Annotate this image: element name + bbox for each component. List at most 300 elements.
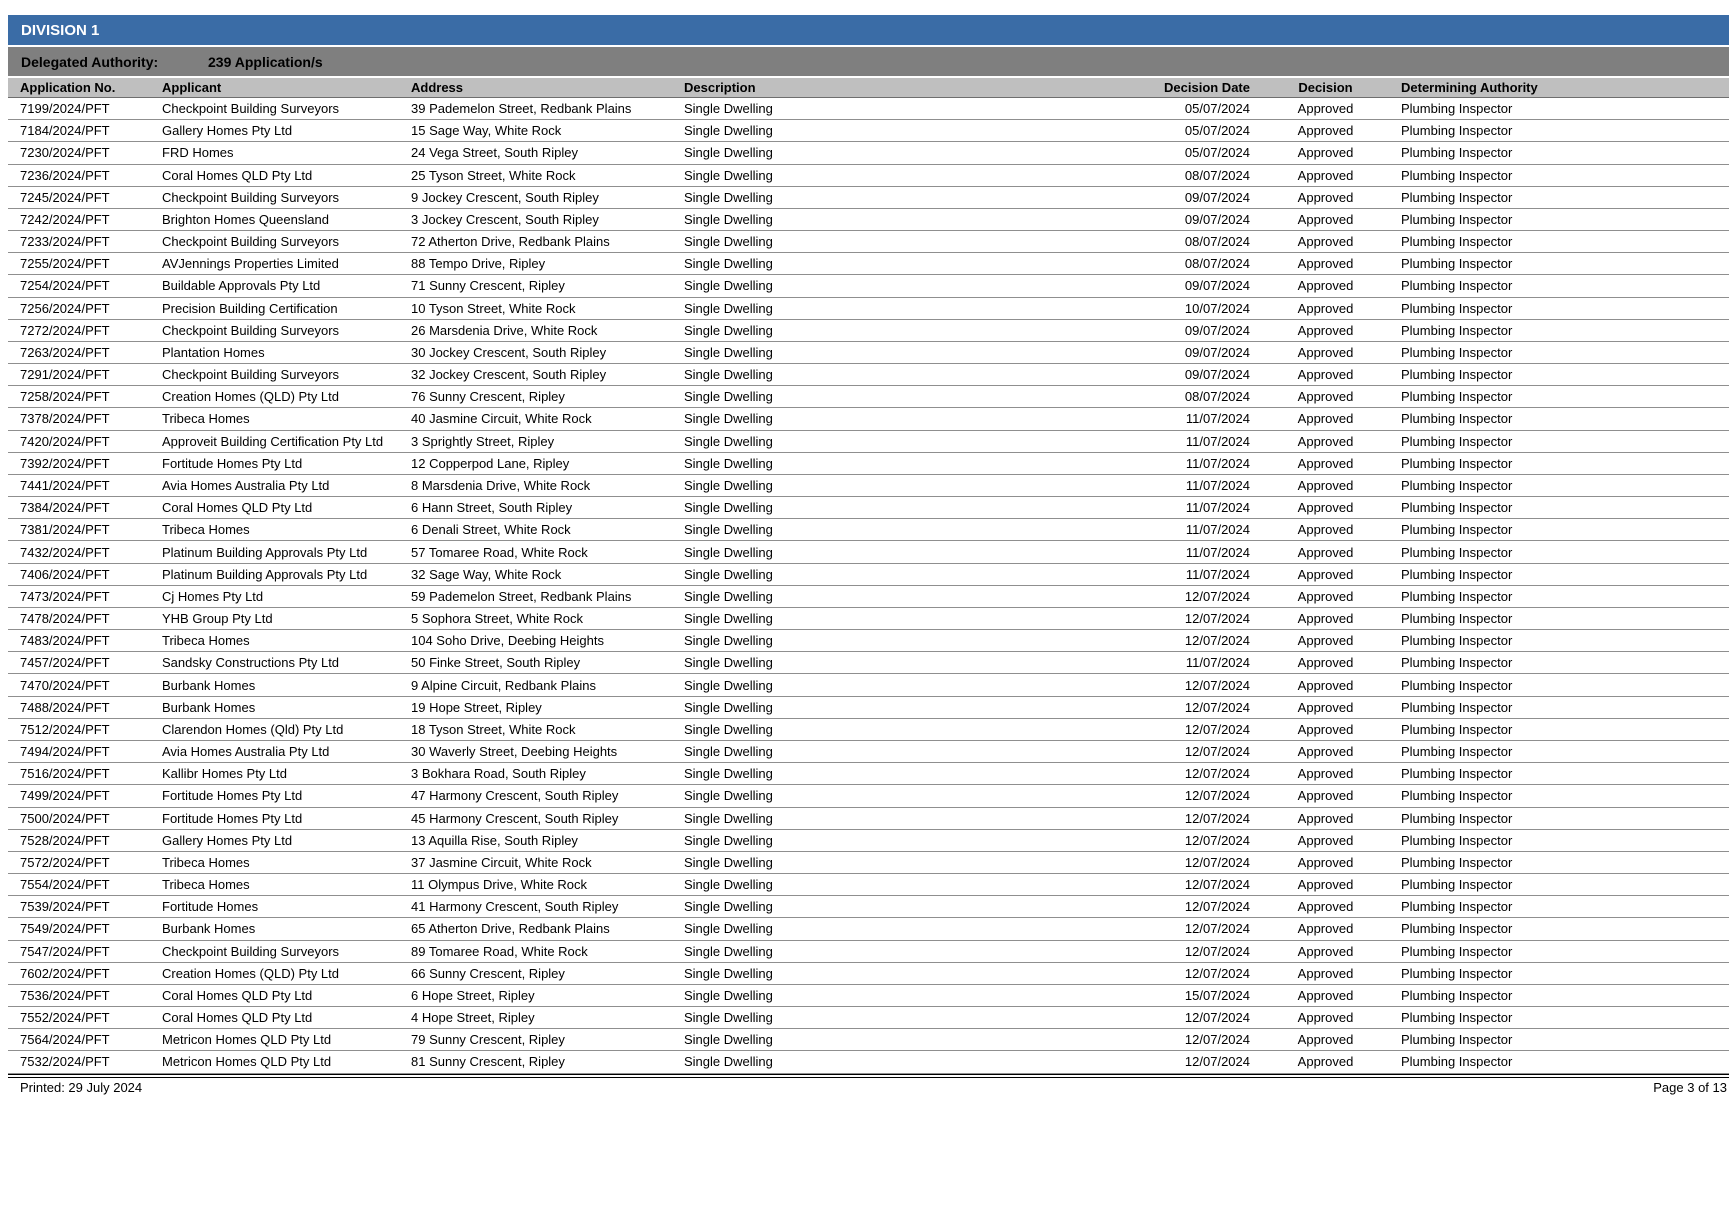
cell-description: Single Dwelling xyxy=(684,588,773,604)
cell-description: Single Dwelling xyxy=(684,721,773,737)
cell-decision: Approved xyxy=(1297,655,1354,671)
cell-description: Single Dwelling xyxy=(684,455,773,471)
table-row xyxy=(8,408,1729,430)
cell-address: 5 Sophora Street, White Rock xyxy=(411,611,583,627)
cell-description: Single Dwelling xyxy=(684,234,773,250)
cell-decision: Approved xyxy=(1297,965,1354,981)
cell-decision-date: 10/07/2024 xyxy=(1184,300,1250,316)
cell-determining-authority: Plumbing Inspector xyxy=(1401,588,1513,604)
cell-decision: Approved xyxy=(1297,145,1354,161)
cell-applicant: Metricon Homes QLD Pty Ltd xyxy=(162,1054,332,1070)
cell-decision-date: 11/07/2024 xyxy=(1185,455,1250,471)
table-row xyxy=(8,941,1729,963)
cell-decision-date: 12/07/2024 xyxy=(1184,699,1250,715)
cell-determining-authority: Plumbing Inspector xyxy=(1401,256,1513,272)
cell-application-no: 7199/2024/PFT xyxy=(20,101,110,117)
cell-description: Single Dwelling xyxy=(684,832,773,848)
cell-address: 3 Jockey Crescent, South Ripley xyxy=(411,211,599,227)
cell-decision-date: 09/07/2024 xyxy=(1184,211,1250,227)
table-row xyxy=(8,874,1729,896)
cell-address: 71 Sunny Crescent, Ripley xyxy=(411,278,565,294)
cell-decision-date: 11/07/2024 xyxy=(1185,655,1250,671)
cell-application-no: 7494/2024/PFT xyxy=(20,744,110,760)
cell-determining-authority: Plumbing Inspector xyxy=(1401,655,1513,671)
cell-decision-date: 08/07/2024 xyxy=(1184,167,1250,183)
cell-applicant: Coral Homes QLD Pty Ltd xyxy=(162,1010,313,1026)
cell-decision: Approved xyxy=(1297,899,1354,915)
cell-address: 37 Jasmine Circuit, White Rock xyxy=(411,854,592,870)
cell-determining-authority: Plumbing Inspector xyxy=(1401,522,1513,538)
cell-address: 4 Hope Street, Ripley xyxy=(411,1010,535,1026)
table-row xyxy=(8,320,1729,342)
table-row xyxy=(8,1029,1729,1051)
table-row xyxy=(8,785,1729,807)
cell-decision-date: 12/07/2024 xyxy=(1184,921,1250,937)
table-row xyxy=(8,741,1729,763)
cell-address: 41 Harmony Crescent, South Ripley xyxy=(411,899,619,915)
cell-description: Single Dwelling xyxy=(684,899,773,915)
cell-applicant: Creation Homes (QLD) Pty Ltd xyxy=(162,389,340,405)
cell-address: 88 Tempo Drive, Ripley xyxy=(411,256,546,272)
cell-description: Single Dwelling xyxy=(684,123,773,139)
cell-decision-date: 05/07/2024 xyxy=(1184,101,1250,117)
cell-decision: Approved xyxy=(1297,566,1354,582)
cell-decision: Approved xyxy=(1297,189,1354,205)
cell-address: 45 Harmony Crescent, South Ripley xyxy=(411,810,619,826)
cell-application-no: 7478/2024/PFT xyxy=(20,611,110,627)
cell-determining-authority: Plumbing Inspector xyxy=(1401,322,1513,338)
cell-description: Single Dwelling xyxy=(684,987,773,1003)
cell-applicant: Gallery Homes Pty Ltd xyxy=(162,123,293,139)
cell-decision: Approved xyxy=(1297,766,1354,782)
cell-decision-date: 12/07/2024 xyxy=(1184,810,1250,826)
cell-applicant: Burbank Homes xyxy=(162,921,256,937)
cell-decision: Approved xyxy=(1297,921,1354,937)
cell-application-no: 7473/2024/PFT xyxy=(20,588,110,604)
cell-application-no: 7572/2024/PFT xyxy=(20,854,110,870)
cell-application-no: 7539/2024/PFT xyxy=(20,899,110,915)
application-count: 239 Application/s xyxy=(208,53,323,70)
cell-application-no: 7236/2024/PFT xyxy=(20,167,110,183)
table-row xyxy=(8,918,1729,940)
cell-application-no: 7420/2024/PFT xyxy=(20,433,110,449)
cell-description: Single Dwelling xyxy=(684,566,773,582)
cell-address: 12 Copperpod Lane, Ripley xyxy=(411,455,570,471)
cell-description: Single Dwelling xyxy=(684,1054,773,1070)
cell-application-no: 7291/2024/PFT xyxy=(20,367,110,383)
cell-determining-authority: Plumbing Inspector xyxy=(1401,921,1513,937)
cell-decision: Approved xyxy=(1297,677,1354,693)
cell-application-no: 7483/2024/PFT xyxy=(20,633,110,649)
cell-application-no: 7602/2024/PFT xyxy=(20,965,110,981)
cell-application-no: 7470/2024/PFT xyxy=(20,677,110,693)
cell-address: 65 Atherton Drive, Redbank Plains xyxy=(411,921,610,937)
cell-description: Single Dwelling xyxy=(684,278,773,294)
cell-address: 26 Marsdenia Drive, White Rock xyxy=(411,322,598,338)
cell-address: 13 Aquilla Rise, South Ripley xyxy=(411,832,578,848)
cell-decision: Approved xyxy=(1297,611,1354,627)
cell-address: 18 Tyson Street, White Rock xyxy=(411,721,576,737)
cell-applicant: Checkpoint Building Surveyors xyxy=(162,189,340,205)
cell-applicant: Coral Homes QLD Pty Ltd xyxy=(162,500,313,516)
cell-address: 57 Tomaree Road, White Rock xyxy=(411,544,588,560)
column-header-determining-authority: Determining Authority xyxy=(1401,80,1538,95)
cell-application-no: 7512/2024/PFT xyxy=(20,721,110,737)
table-row xyxy=(8,719,1729,741)
cell-decision: Approved xyxy=(1297,744,1354,760)
cell-decision-date: 09/07/2024 xyxy=(1184,367,1250,383)
cell-decision: Approved xyxy=(1297,1032,1354,1048)
cell-applicant: Tribeca Homes xyxy=(162,854,250,870)
cell-determining-authority: Plumbing Inspector xyxy=(1401,810,1513,826)
cell-application-no: 7500/2024/PFT xyxy=(20,810,110,826)
cell-determining-authority: Plumbing Inspector xyxy=(1401,478,1513,493)
cell-decision: Approved xyxy=(1297,1054,1354,1070)
cell-decision-date: 12/07/2024 xyxy=(1184,633,1250,649)
cell-determining-authority: Plumbing Inspector xyxy=(1401,1032,1513,1048)
cell-decision-date: 12/07/2024 xyxy=(1184,788,1250,804)
cell-decision-date: 08/07/2024 xyxy=(1184,256,1250,272)
cell-decision: Approved xyxy=(1297,367,1354,383)
cell-decision-date: 12/07/2024 xyxy=(1184,877,1250,893)
cell-decision: Approved xyxy=(1297,832,1354,848)
cell-decision: Approved xyxy=(1297,101,1354,117)
cell-application-no: 7384/2024/PFT xyxy=(20,500,110,516)
table-row xyxy=(8,142,1729,164)
cell-determining-authority: Plumbing Inspector xyxy=(1401,611,1513,627)
cell-application-no: 7516/2024/PFT xyxy=(20,766,110,782)
cell-description: Single Dwelling xyxy=(684,699,773,715)
cell-determining-authority: Plumbing Inspector xyxy=(1401,854,1513,870)
cell-determining-authority: Plumbing Inspector xyxy=(1401,544,1513,560)
cell-determining-authority: Plumbing Inspector xyxy=(1401,1054,1513,1070)
cell-description: Single Dwelling xyxy=(684,101,773,117)
cell-determining-authority: Plumbing Inspector xyxy=(1401,699,1513,715)
cell-applicant: Tribeca Homes xyxy=(162,633,250,649)
cell-applicant: Checkpoint Building Surveyors xyxy=(162,101,340,117)
cell-address: 19 Hope Street, Ripley xyxy=(411,699,542,715)
table-row xyxy=(8,808,1729,830)
cell-decision-date: 05/07/2024 xyxy=(1184,123,1250,139)
cell-decision-date: 12/07/2024 xyxy=(1184,744,1250,760)
table-row xyxy=(8,586,1729,608)
cell-decision: Approved xyxy=(1297,478,1354,493)
cell-applicant: Creation Homes (QLD) Pty Ltd xyxy=(162,965,340,981)
table-row xyxy=(8,298,1729,320)
cell-decision: Approved xyxy=(1297,167,1354,183)
cell-determining-authority: Plumbing Inspector xyxy=(1401,766,1513,782)
cell-application-no: 7549/2024/PFT xyxy=(20,921,110,937)
cell-applicant: Precision Building Certification xyxy=(162,300,338,316)
cell-address: 24 Vega Street, South Ripley xyxy=(411,145,578,161)
table-row xyxy=(8,985,1729,1007)
cell-determining-authority: Plumbing Inspector xyxy=(1401,500,1513,516)
cell-application-no: 7230/2024/PFT xyxy=(20,145,110,161)
cell-decision-date: 09/07/2024 xyxy=(1184,322,1250,338)
cell-applicant: Platinum Building Approvals Pty Ltd xyxy=(162,566,368,582)
cell-applicant: FRD Homes xyxy=(162,145,234,161)
cell-description: Single Dwelling xyxy=(684,211,773,227)
cell-decision: Approved xyxy=(1297,699,1354,715)
cell-address: 30 Waverly Street, Deebing Heights xyxy=(411,744,618,760)
table-header-row xyxy=(8,78,1729,98)
column-header-application-no: Application No. xyxy=(20,80,116,95)
table-row xyxy=(8,763,1729,785)
delegated-authority-bar xyxy=(8,47,1729,76)
cell-determining-authority: Plumbing Inspector xyxy=(1401,677,1513,693)
table-row xyxy=(8,1051,1729,1073)
cell-application-no: 7564/2024/PFT xyxy=(20,1032,110,1048)
table-row xyxy=(8,674,1729,696)
cell-description: Single Dwelling xyxy=(684,921,773,937)
cell-application-no: 7258/2024/PFT xyxy=(20,389,110,405)
cell-decision: Approved xyxy=(1297,500,1354,516)
cell-address: 32 Sage Way, White Rock xyxy=(411,566,562,582)
cell-application-no: 7488/2024/PFT xyxy=(20,699,110,715)
column-header-description: Description xyxy=(684,80,756,95)
cell-determining-authority: Plumbing Inspector xyxy=(1401,300,1513,316)
cell-decision-date: 12/07/2024 xyxy=(1184,943,1250,959)
cell-address: 81 Sunny Crescent, Ripley xyxy=(411,1054,565,1070)
cell-applicant: Checkpoint Building Surveyors xyxy=(162,322,340,338)
cell-description: Single Dwelling xyxy=(684,854,773,870)
cell-decision: Approved xyxy=(1297,322,1354,338)
table-row xyxy=(8,475,1729,497)
cell-address: 66 Sunny Crescent, Ripley xyxy=(411,965,565,981)
cell-decision-date: 12/07/2024 xyxy=(1184,899,1250,915)
cell-applicant: Brighton Homes Queensland xyxy=(162,211,329,227)
delegated-authority-label: Delegated Authority: xyxy=(21,53,159,70)
cell-decision: Approved xyxy=(1297,522,1354,538)
cell-address: 59 Pademelon Street, Redbank Plains xyxy=(411,588,632,604)
cell-decision-date: 09/07/2024 xyxy=(1184,189,1250,205)
cell-determining-authority: Plumbing Inspector xyxy=(1401,788,1513,804)
column-header-applicant: Applicant xyxy=(162,80,222,95)
cell-decision: Approved xyxy=(1297,810,1354,826)
page-number: Page 3 of 13 xyxy=(1653,1079,1727,1095)
cell-applicant: Tribeca Homes xyxy=(162,411,250,427)
cell-determining-authority: Plumbing Inspector xyxy=(1401,101,1513,117)
cell-application-no: 7406/2024/PFT xyxy=(20,566,110,582)
cell-description: Single Dwelling xyxy=(684,965,773,981)
cell-decision-date: 12/07/2024 xyxy=(1184,1010,1250,1026)
table-row xyxy=(8,275,1729,297)
column-header-decision-date: Decision Date xyxy=(1164,80,1250,95)
table-row xyxy=(8,830,1729,852)
cell-applicant: Checkpoint Building Surveyors xyxy=(162,367,340,383)
table-row xyxy=(8,209,1729,231)
cell-determining-authority: Plumbing Inspector xyxy=(1401,167,1513,183)
cell-decision-date: 12/07/2024 xyxy=(1184,766,1250,782)
cell-determining-authority: Plumbing Inspector xyxy=(1401,389,1513,405)
cell-application-no: 7432/2024/PFT xyxy=(20,544,110,560)
table-row xyxy=(8,364,1729,386)
cell-address: 50 Finke Street, South Ripley xyxy=(411,655,581,671)
cell-application-no: 7233/2024/PFT xyxy=(20,234,110,250)
cell-description: Single Dwelling xyxy=(684,943,773,959)
cell-application-no: 7392/2024/PFT xyxy=(20,455,110,471)
cell-description: Single Dwelling xyxy=(684,522,773,538)
cell-decision-date: 09/07/2024 xyxy=(1184,344,1250,360)
cell-decision: Approved xyxy=(1297,633,1354,649)
cell-applicant: Buildable Approvals Pty Ltd xyxy=(162,278,321,294)
cell-address: 6 Denali Street, White Rock xyxy=(411,522,571,538)
cell-address: 89 Tomaree Road, White Rock xyxy=(411,943,588,959)
cell-address: 39 Pademelon Street, Redbank Plains xyxy=(411,101,632,117)
table-body xyxy=(8,98,1729,1074)
cell-address: 30 Jockey Crescent, South Ripley xyxy=(411,344,607,360)
cell-application-no: 7499/2024/PFT xyxy=(20,788,110,804)
cell-application-no: 7255/2024/PFT xyxy=(20,256,110,272)
cell-application-no: 7532/2024/PFT xyxy=(20,1054,110,1070)
cell-decision-date: 12/07/2024 xyxy=(1184,965,1250,981)
table-row xyxy=(8,98,1729,120)
cell-description: Single Dwelling xyxy=(684,611,773,627)
cell-address: 40 Jasmine Circuit, White Rock xyxy=(411,411,592,427)
cell-applicant: Coral Homes QLD Pty Ltd xyxy=(162,167,313,183)
cell-applicant: Fortitude Homes Pty Ltd xyxy=(162,810,303,826)
cell-description: Single Dwelling xyxy=(684,478,773,493)
cell-applicant: Plantation Homes xyxy=(162,344,265,360)
cell-decision: Approved xyxy=(1297,211,1354,227)
cell-determining-authority: Plumbing Inspector xyxy=(1401,411,1513,427)
cell-application-no: 7272/2024/PFT xyxy=(20,322,110,338)
cell-decision-date: 11/07/2024 xyxy=(1185,433,1250,449)
cell-description: Single Dwelling xyxy=(684,389,773,405)
table-row xyxy=(8,120,1729,142)
cell-determining-authority: Plumbing Inspector xyxy=(1401,744,1513,760)
table-row xyxy=(8,519,1729,541)
column-header-address: Address xyxy=(411,80,464,95)
cell-address: 79 Sunny Crescent, Ripley xyxy=(411,1032,565,1048)
cell-address: 6 Hope Street, Ripley xyxy=(411,987,535,1003)
cell-determining-authority: Plumbing Inspector xyxy=(1401,123,1513,139)
division-title: DIVISION 1 xyxy=(21,21,100,39)
cell-description: Single Dwelling xyxy=(684,189,773,205)
cell-description: Single Dwelling xyxy=(684,744,773,760)
cell-decision: Approved xyxy=(1297,455,1354,471)
cell-determining-authority: Plumbing Inspector xyxy=(1401,455,1513,471)
cell-address: 8 Marsdenia Drive, White Rock xyxy=(411,478,591,493)
cell-applicant: Fortitude Homes xyxy=(162,899,259,915)
cell-applicant: Metricon Homes QLD Pty Ltd xyxy=(162,1032,332,1048)
cell-description: Single Dwelling xyxy=(684,300,773,316)
cell-decision: Approved xyxy=(1297,788,1354,804)
cell-address: 32 Jockey Crescent, South Ripley xyxy=(411,367,607,383)
cell-application-no: 7547/2024/PFT xyxy=(20,943,110,959)
table-row xyxy=(8,896,1729,918)
cell-determining-authority: Plumbing Inspector xyxy=(1401,943,1513,959)
table-row xyxy=(8,431,1729,453)
cell-determining-authority: Plumbing Inspector xyxy=(1401,433,1513,449)
table-row xyxy=(8,1007,1729,1029)
cell-address: 9 Jockey Crescent, South Ripley xyxy=(411,189,599,205)
cell-address: 3 Sprightly Street, Ripley xyxy=(411,433,555,449)
cell-applicant: Platinum Building Approvals Pty Ltd xyxy=(162,544,368,560)
cell-description: Single Dwelling xyxy=(684,766,773,782)
table-row xyxy=(8,497,1729,519)
cell-determining-authority: Plumbing Inspector xyxy=(1401,877,1513,893)
cell-application-no: 7457/2024/PFT xyxy=(20,655,110,671)
cell-decision-date: 11/07/2024 xyxy=(1185,478,1250,493)
table-row xyxy=(8,608,1729,630)
cell-address: 15 Sage Way, White Rock xyxy=(411,123,562,139)
cell-application-no: 7552/2024/PFT xyxy=(20,1010,110,1026)
cell-description: Single Dwelling xyxy=(684,344,773,360)
cell-applicant: Coral Homes QLD Pty Ltd xyxy=(162,987,313,1003)
table-row xyxy=(8,963,1729,985)
cell-decision: Approved xyxy=(1297,300,1354,316)
cell-decision-date: 11/07/2024 xyxy=(1185,566,1250,582)
cell-applicant: Burbank Homes xyxy=(162,677,256,693)
cell-decision: Approved xyxy=(1297,389,1354,405)
cell-applicant: Avia Homes Australia Pty Ltd xyxy=(162,744,330,760)
cell-description: Single Dwelling xyxy=(684,544,773,560)
cell-description: Single Dwelling xyxy=(684,677,773,693)
cell-description: Single Dwelling xyxy=(684,167,773,183)
cell-applicant: Checkpoint Building Surveyors xyxy=(162,943,340,959)
cell-determining-authority: Plumbing Inspector xyxy=(1401,566,1513,582)
cell-determining-authority: Plumbing Inspector xyxy=(1401,344,1513,360)
cell-application-no: 7378/2024/PFT xyxy=(20,411,110,427)
cell-decision: Approved xyxy=(1297,278,1354,294)
printed-date: Printed: 29 July 2024 xyxy=(20,1079,143,1095)
cell-application-no: 7263/2024/PFT xyxy=(20,344,110,360)
cell-application-no: 7254/2024/PFT xyxy=(20,278,110,294)
cell-decision-date: 05/07/2024 xyxy=(1184,145,1250,161)
page-footer xyxy=(8,1078,1729,1095)
cell-applicant: Approveit Building Certification Pty Ltd xyxy=(162,433,384,449)
table-row xyxy=(8,541,1729,563)
cell-decision: Approved xyxy=(1297,544,1354,560)
table-row xyxy=(8,652,1729,674)
cell-decision-date: 12/07/2024 xyxy=(1184,721,1250,737)
cell-decision-date: 12/07/2024 xyxy=(1184,1032,1250,1048)
cell-determining-authority: Plumbing Inspector xyxy=(1401,145,1513,161)
cell-decision: Approved xyxy=(1297,588,1354,604)
cell-description: Single Dwelling xyxy=(684,367,773,383)
cell-address: 11 Olympus Drive, White Rock xyxy=(411,877,588,893)
cell-application-no: 7528/2024/PFT xyxy=(20,832,110,848)
cell-decision-date: 12/07/2024 xyxy=(1184,611,1250,627)
cell-decision: Approved xyxy=(1297,411,1354,427)
cell-applicant: Burbank Homes xyxy=(162,699,256,715)
cell-application-no: 7381/2024/PFT xyxy=(20,522,110,538)
cell-applicant: Gallery Homes Pty Ltd xyxy=(162,832,293,848)
cell-application-no: 7242/2024/PFT xyxy=(20,211,110,227)
cell-applicant: Checkpoint Building Surveyors xyxy=(162,234,340,250)
cell-address: 10 Tyson Street, White Rock xyxy=(411,300,576,316)
cell-description: Single Dwelling xyxy=(684,145,773,161)
cell-determining-authority: Plumbing Inspector xyxy=(1401,899,1513,915)
cell-address: 6 Hann Street, South Ripley xyxy=(411,500,573,516)
cell-applicant: Kallibr Homes Pty Ltd xyxy=(162,766,287,782)
cell-applicant: Clarendon Homes (Qld) Pty Ltd xyxy=(162,721,344,737)
cell-address: 9 Alpine Circuit, Redbank Plains xyxy=(411,677,596,693)
cell-decision-date: 08/07/2024 xyxy=(1184,389,1250,405)
cell-applicant: Cj Homes Pty Ltd xyxy=(162,588,264,604)
table-row xyxy=(8,852,1729,874)
cell-decision-date: 11/07/2024 xyxy=(1185,522,1250,538)
table-row xyxy=(8,342,1729,364)
cell-decision-date: 12/07/2024 xyxy=(1184,1054,1250,1070)
cell-application-no: 7441/2024/PFT xyxy=(20,478,110,493)
cell-applicant: AVJennings Properties Limited xyxy=(162,256,339,272)
table-row xyxy=(8,253,1729,275)
cell-application-no: 7245/2024/PFT xyxy=(20,189,110,205)
cell-decision-date: 12/07/2024 xyxy=(1184,588,1250,604)
cell-application-no: 7256/2024/PFT xyxy=(20,300,110,316)
